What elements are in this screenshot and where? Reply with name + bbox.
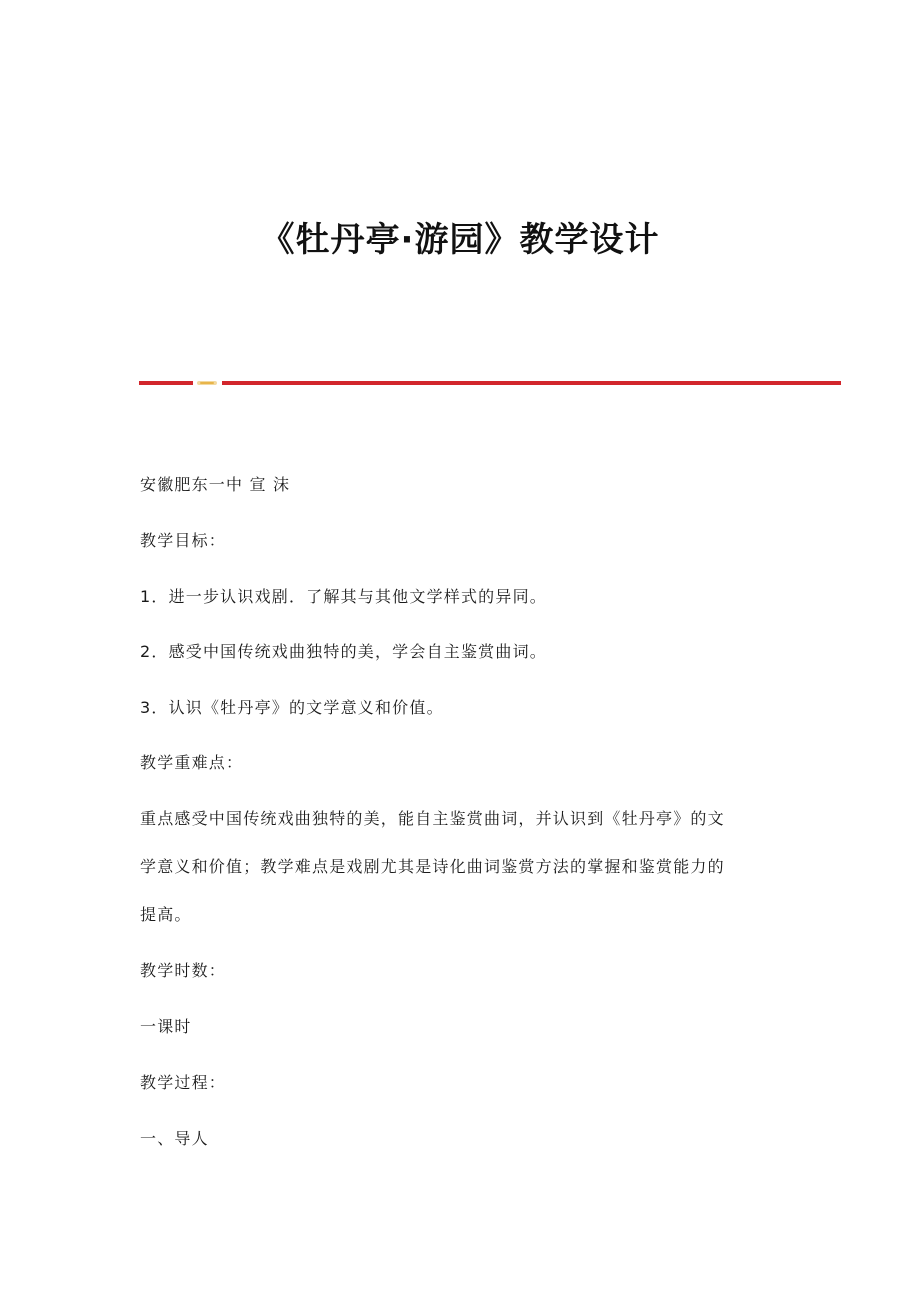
key-points-line-3: 提高。 bbox=[140, 905, 192, 924]
process-heading: 教学过程： bbox=[140, 1073, 227, 1092]
key-points-heading: 教学重难点： bbox=[140, 753, 244, 772]
divider-line-left bbox=[139, 381, 193, 385]
title-divider bbox=[139, 380, 841, 386]
divider-line-right bbox=[222, 381, 841, 385]
document-title: 《牡丹亭·游园》教学设计 bbox=[260, 220, 660, 260]
hours-heading: 教学时数： bbox=[140, 961, 227, 980]
key-points-line-2: 学意义和价值；教学难点是戏剧尤其是诗化曲词鉴赏方法的掌握和鉴赏能力的 bbox=[140, 857, 725, 876]
key-points-line-1: 重点感受中国传统戏曲独特的美，能自主鉴赏曲词，并认识到《牡丹亭》的文 bbox=[140, 809, 725, 828]
objectives-heading: 教学目标： bbox=[140, 531, 227, 550]
objective-item-2: 2．感受中国传统戏曲独特的美，学会自主鉴赏曲词。 bbox=[140, 642, 547, 661]
objective-item-3: 3．认识《牡丹亭》的文学意义和价值。 bbox=[140, 698, 444, 717]
divider-ornament-icon bbox=[197, 380, 217, 386]
author-line: 安徽肥东一中 宣 沫 bbox=[140, 475, 291, 494]
hours-value: 一课时 bbox=[140, 1017, 192, 1036]
section-heading-1: 一、导人 bbox=[140, 1129, 209, 1148]
objective-item-1: 1．进一步认识戏剧．了解其与其他文学样式的异同。 bbox=[140, 587, 547, 606]
